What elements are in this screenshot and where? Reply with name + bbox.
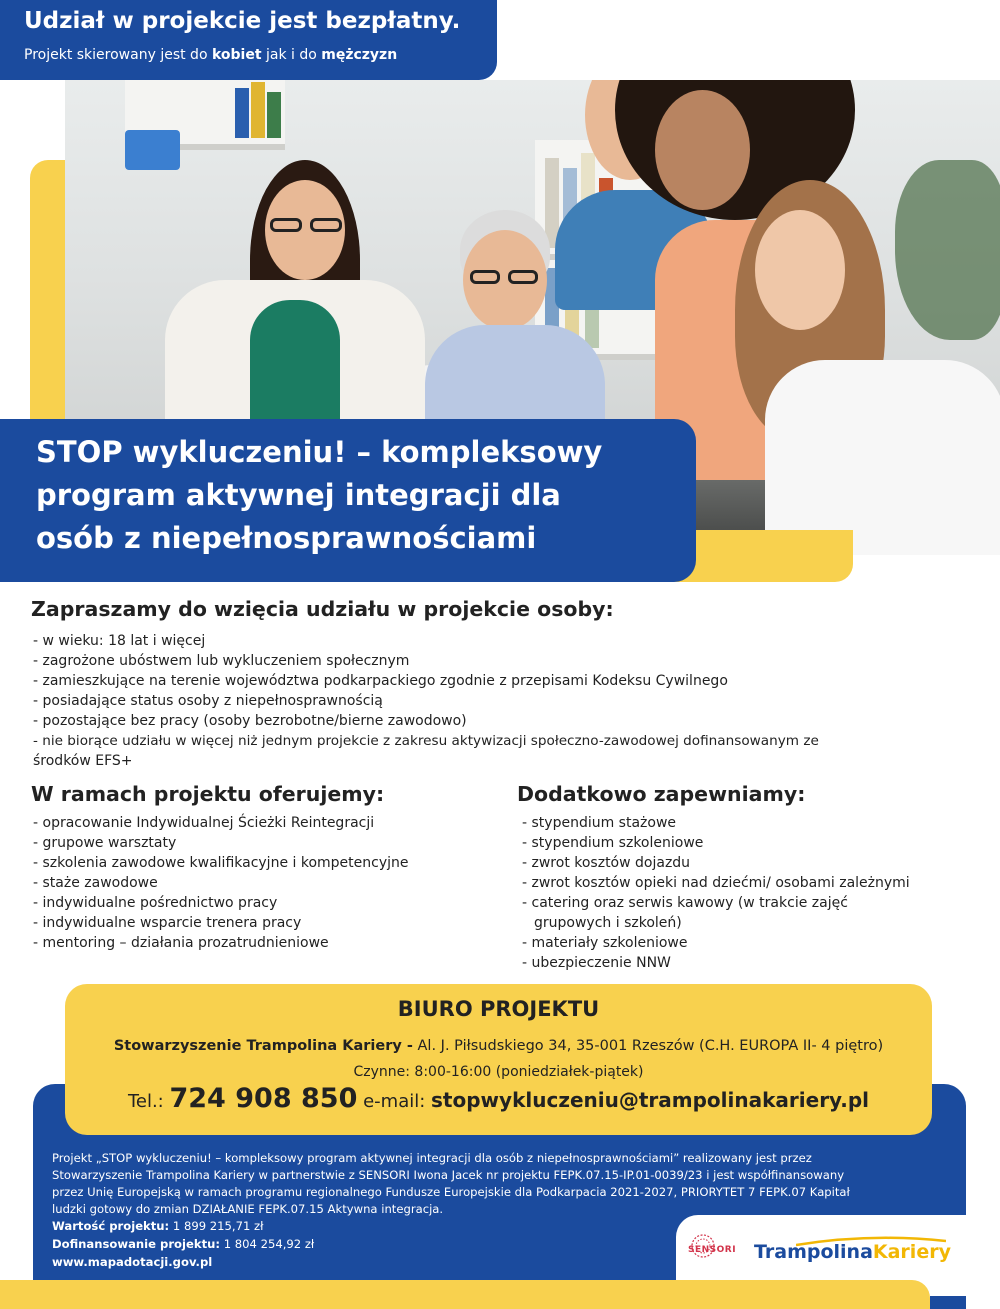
extra-item: - stypendium stażowe: [522, 815, 677, 831]
plant: [895, 160, 1000, 340]
extra-item: - catering oraz serwis kawowy (w trakcie zajęć: [522, 895, 848, 911]
trampolina-logo: TrampolinaKariery: [754, 1241, 951, 1263]
office-hours: Czynne: 8:00-16:00 (poniedziałek-piątek): [353, 1064, 644, 1080]
project-title-line: osób z niepełnosprawnościami: [36, 521, 537, 555]
free-participation-title: Udział w projekcie jest bezpłatny.: [24, 8, 461, 34]
target-audience-text: Projekt skierowany jest do kobiet jak i do mężczyzn: [24, 47, 398, 63]
footer-text-line: ludzki gotowy do zmian DZIAŁANIE FEPK.07.15 Aktywna integracja.: [52, 1202, 444, 1216]
extra-item: - stypendium szkoleniowe: [522, 835, 704, 851]
extra-item: - materiały szkoleniowe: [522, 935, 688, 951]
footer-text-line: przez Unię Europejską w ramach programu regionalnego Fundusze Europejskie dla Podkarpacia 2021-2027, PRIORYTET 7 FEPK.07 Kapitał: [52, 1185, 850, 1199]
extra-heading: Dodatkowo zapewniamy:: [517, 782, 806, 806]
project-title-line: STOP wykluczeniu! – kompleksowy: [36, 435, 603, 469]
eligibility-item: - w wieku: 18 lat i więcej: [33, 633, 206, 649]
extra-item: - zwrot kosztów opieki nad dziećmi/ osobami zależnymi: [522, 875, 910, 891]
top-banner: [0, 0, 497, 80]
offer-item: - grupowe warsztaty: [33, 835, 177, 851]
partner-logos: [676, 1215, 966, 1280]
project-value: Wartość projektu: 1 899 215,71 zł: [52, 1219, 264, 1233]
offer-item: - szkolenia zawodowe kwalifikacyjne i kompetencyjne: [33, 855, 409, 871]
offer-item: - opracowanie Indywidualnej Ścieżki Reintegracji: [33, 815, 375, 831]
extra-item: - ubezpieczenie NNW: [522, 955, 671, 971]
phone-number[interactable]: 724 908 850: [169, 1083, 358, 1114]
decor-blue-corner: [930, 1296, 966, 1309]
footer-text-line: Projekt „STOP wykluczeniu! – kompleksowy program aktywnej integracji dla osób z niepełnosprawnościami” realizowany jest przez: [52, 1151, 812, 1165]
office-address: Stowarzyszenie Trampolina Kariery - Al. J. Piłsudskiego 34, 35-001 Rzeszów (C.H. EUROPA II- 4 piętro): [113, 1038, 884, 1054]
eligibility-item: - pozostające bez pracy (osoby bezrobotne/bierne zawodowo): [33, 713, 467, 729]
footer-text-line: Stowarzyszenie Trampolina Kariery w partnerstwie z SENSORI Iwona Jacek nr projektu FEPK.07.15-IP.01-0039/23 i jest współfinansowany: [52, 1168, 845, 1182]
tel-label: Tel.:: [127, 1091, 170, 1112]
eligibility-item: - posiadające status osoby z niepełnosprawnością: [33, 693, 383, 709]
project-funding: Dofinansowanie projektu: 1 804 254,92 zł: [52, 1237, 315, 1251]
offer-item: - indywidualne wsparcie trenera pracy: [33, 915, 302, 931]
project-title-line: program aktywnej integracji dla: [36, 478, 561, 512]
offer-item: - mentoring – działania prozatrudnieniowe: [33, 935, 329, 951]
sensori-logo-text: SENSORI: [688, 1245, 737, 1255]
email-address[interactable]: stopwykluczeniu@trampolinakariery.pl: [431, 1088, 870, 1112]
office-title: BIURO PROJEKTU: [397, 997, 600, 1021]
website-link[interactable]: www.mapadotacji.gov.pl: [52, 1255, 213, 1269]
decor-yellow-bottom: [0, 1280, 930, 1309]
eligibility-item: - zagrożone ubóstwem lub wykluczeniem społecznym: [33, 653, 410, 669]
project-office-box: [65, 984, 932, 1135]
office-contact: [65, 1083, 932, 1114]
extra-item: - zwrot kosztów dojazdu: [522, 855, 691, 871]
email-label: e-mail:: [357, 1091, 432, 1112]
eligibility-item: środków EFS+: [33, 753, 133, 769]
offer-heading: W ramach projektu oferujemy:: [31, 782, 385, 806]
blue-box-decor: [125, 130, 180, 170]
eligibility-heading: Zapraszamy do wzięcia udziału w projekcie osoby:: [31, 597, 614, 621]
eligibility-item: - nie biorące udziału w więcej niż jednym projekcie z zakresu aktywizacji społeczno-zawodowej dofinansowanym ze: [33, 733, 819, 749]
project-title-banner: [0, 419, 696, 582]
offer-item: - staże zawodowe: [33, 875, 158, 891]
offer-item: - indywidualne pośrednictwo pracy: [33, 895, 278, 911]
eligibility-item: - zamieszkujące na terenie województwa podkarpackiego zgodnie z przepisami Kodeksu Cywilnego: [33, 673, 728, 689]
extra-item: grupowych i szkoleń): [534, 915, 682, 931]
